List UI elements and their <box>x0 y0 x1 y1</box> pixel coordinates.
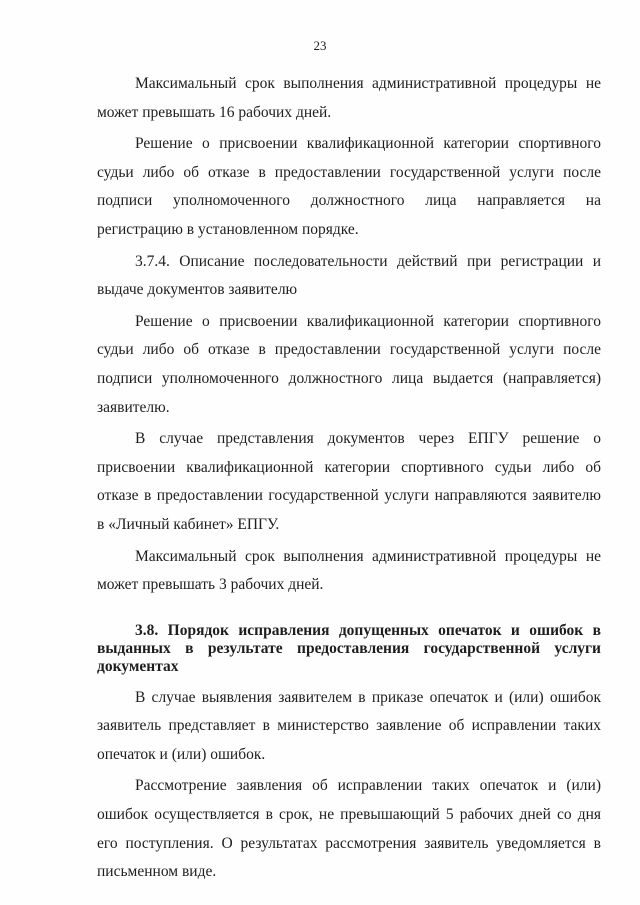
paragraph-errors-found: В случае выявления заявителем в приказе опечаток и (или) ошибок заявитель представляет в министерство заявление об исправлении таких опечаток и (или) ошибок. <box>97 688 601 763</box>
section-heading-3-8: 3.8. Порядок исправления допущенных опечаток и ошибок в выданных в результате предоставления государственной услуги документах <box>97 621 601 675</box>
page-body <box>97 70 601 887</box>
paragraph-max-term-16-days: Максимальный срок выполнения административной процедуры не может превышать 16 рабочих дней. <box>97 75 601 121</box>
paragraph-section-3-7-4: 3.7.4. Описание последовательности действий при регистрации и выдаче документов заявителю <box>97 252 601 299</box>
paragraph-max-term-3-days: Максимальный срок выполнения административной процедуры не может превышать 3 рабочих дней. <box>97 547 601 594</box>
paragraph-decision-registration: Решение о присвоении квалификационной категории спортивного судьи либо об отказе в предоставлении государственной услуги после подписи уполномоченного должностного лица направляется на регистрацию в установленном порядке. <box>97 135 601 238</box>
paragraph-epgu-cabinet: В случае представления документов через ЕПГУ решение о присвоении квалификационной категории спортивного судьи либо об отказе в предоставлении государственной услуги направляются заявителю в «Личный кабинет» ЕПГУ. <box>97 430 601 533</box>
paragraph-review-term: Рассмотрение заявления об исправлении таких опечаток и (или) ошибок осуществляется в срок, не превышающий 5 рабочих дней со дня его поступления. О результатах рассмотрения заявитель уведомляется в письменном виде. <box>97 777 601 881</box>
paragraph-decision-issued: Решение о присвоении квалификационной категории спортивного судьи либо об отказе в предоставлении государственной услуги после подписи уполномоченного должностного лица выдается (направляется) заявителю. <box>97 312 601 416</box>
page-number: 23 <box>313 38 327 53</box>
